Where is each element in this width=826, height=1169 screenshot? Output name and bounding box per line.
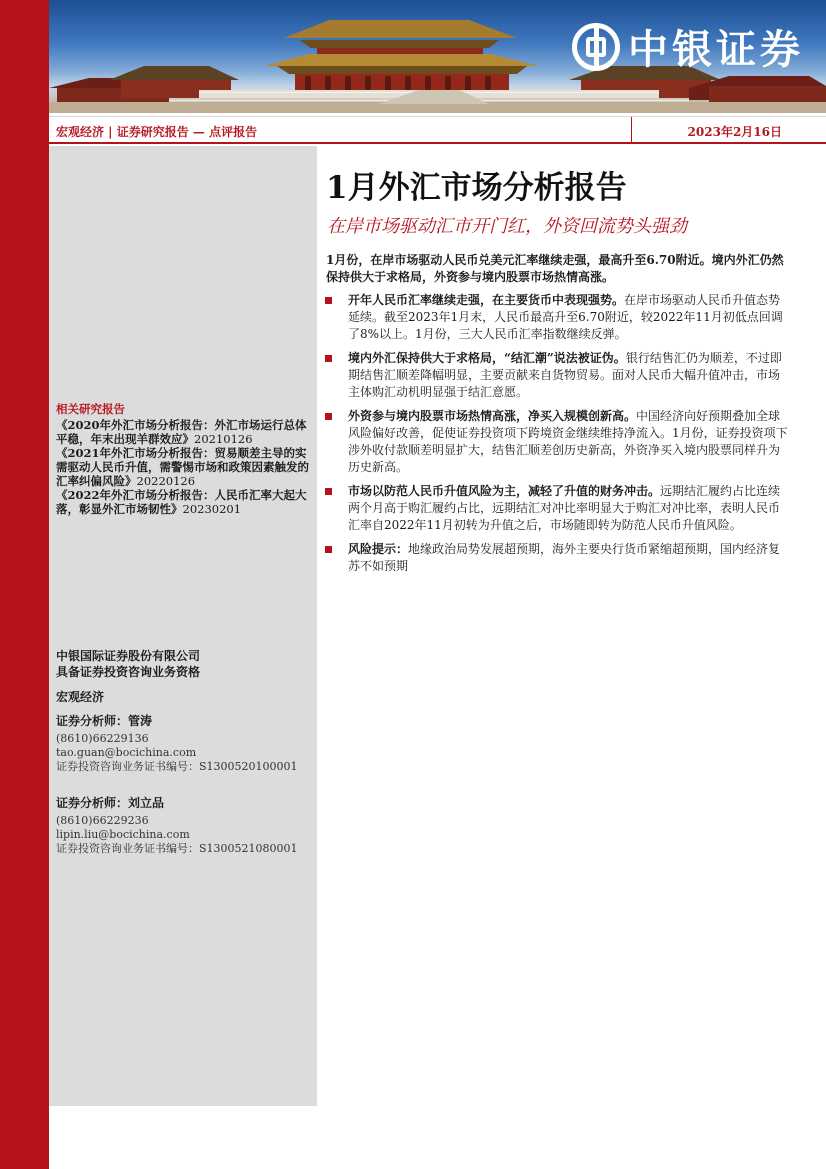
risk-warning-text: 地缘政治局势发展超预期，海外主要央行货币紧缩超预期，国内经济复苏不如预期 xyxy=(348,542,781,573)
bullet-square-icon xyxy=(325,297,332,304)
related-reports xyxy=(56,402,310,516)
report-title: 1月外汇市场分析报告 xyxy=(326,170,627,206)
related-report-date: 20210126 xyxy=(194,432,253,446)
related-report-title: 《2022年外汇市场分析报告：人民币汇率大起大落，彰显外汇市场韧性》 xyxy=(56,488,307,516)
company-info xyxy=(56,648,200,680)
analyst-phone: (8610)66229136 xyxy=(56,732,149,745)
meta-divider xyxy=(631,117,632,143)
analyst-card xyxy=(56,796,316,856)
key-point-text: 远期结汇履约占比连续两个月高于购汇履约占比，远期结汇对冲比率明显大于购汇对冲比率，表明人民币汇率自2022年11月初转为升值之后，市场随即转为防范人民币升值风险。 xyxy=(348,484,781,532)
related-report-item[interactable] xyxy=(56,446,310,488)
key-point xyxy=(322,350,788,401)
sidebar xyxy=(49,146,317,1106)
key-point-text: 银行结售汇仍为顺差，不过即期结售汇顺差降幅明显，主要贡献来自货物贸易。面对人民币大幅升值冲击，市场主体购汇动机明显强于结汇意愿。 xyxy=(348,351,782,399)
analyst-card xyxy=(56,714,316,774)
boc-securities-logo xyxy=(572,18,804,75)
key-point-text: 在岸市场驱动人民币升值态势延续。截至2023年1月末，人民币最高升至6.70附近，较2022年11月初低点回调了8%以上。1月份，三大人民币汇率指数继续反弹。 xyxy=(348,293,783,341)
section-tag: 宏观经济 xyxy=(56,690,105,704)
risk-warning-heading: 风险提示： xyxy=(348,542,409,556)
report-lead: 1月份，在岸市场驱动人民币兑美元汇率继续走强，最高升至6.70附近。境内外汇仍然保持供大于求格局，外资参与境内股票市场热情高涨。 xyxy=(326,253,784,284)
related-report-title: 《2020年外汇市场分析报告：外汇市场运行总体平稳，年末出现羊群效应》 xyxy=(56,418,307,446)
key-point xyxy=(322,408,788,476)
related-report-date: 20230201 xyxy=(182,502,242,516)
key-point-heading: 境内外汇保持供大于求格局，“结汇潮”说法被证伪。 xyxy=(348,351,626,365)
related-report-item[interactable] xyxy=(56,418,310,446)
report-subtitle: 在岸市场驱动汇市开门红，外资回流势头强劲 xyxy=(327,216,687,237)
related-reports-heading: 相关研究报告 xyxy=(56,402,125,416)
brand-name: 中银证券 xyxy=(628,27,804,73)
key-point xyxy=(322,292,788,343)
bullet-square-icon xyxy=(325,488,332,495)
bullet-square-icon xyxy=(325,355,332,362)
company-qualification: 具备证券投资咨询业务资格 xyxy=(56,665,201,679)
analyst-name: 证券分析师：管涛 xyxy=(56,714,153,728)
boc-logo-icon xyxy=(572,23,620,71)
left-accent-bar xyxy=(0,0,49,1169)
analyst-email[interactable]: tao.guan@bocichina.com xyxy=(56,746,197,759)
report-date: 2023年2月16日 xyxy=(687,125,782,139)
key-point-heading: 开年人民币汇率继续走强，在主要货币中表现强势。 xyxy=(348,293,625,307)
key-point xyxy=(322,483,788,534)
bullet-square-icon xyxy=(325,413,332,420)
key-point-heading: 外资参与境内股票市场热情高涨，净买入规模创新高。 xyxy=(348,409,637,423)
header-banner xyxy=(49,0,826,113)
related-report-item[interactable] xyxy=(56,488,310,516)
related-report-title: 《2021年外汇市场分析报告：贸易顺差主导的实需驱动人民币升值，需警惕市场和政策因素触发的汇率纠偏风险》 xyxy=(56,446,309,488)
analyst-certificate: 证券投资咨询业务证书编号：S1300521080001 xyxy=(56,842,298,855)
company-name: 中银国际证券股份有限公司 xyxy=(56,649,201,663)
key-point-text: 中国经济向好预期叠加全球风险偏好改善，促使证券投资项下跨境资金继续维持净流入。1月份，证券投资项下涉外收付款顺差明显扩大，结售汇顺差创历史新高，外资净买入境内股票同样升为历史新高。 xyxy=(348,409,788,474)
report-category: 宏观经济 | 证券研究报告 — 点评报告 xyxy=(56,125,258,139)
analyst-name: 证券分析师：刘立品 xyxy=(56,796,165,810)
bullet-square-icon xyxy=(325,546,332,553)
analyst-certificate: 证券投资咨询业务证书编号：S1300520100001 xyxy=(56,760,298,773)
key-points-list xyxy=(322,292,788,582)
related-report-date: 20220126 xyxy=(136,474,196,488)
report-meta-bar xyxy=(49,116,826,144)
key-point xyxy=(322,541,788,575)
analyst-email[interactable]: lipin.liu@bocichina.com xyxy=(56,828,190,841)
analyst-phone: (8610)66229236 xyxy=(56,814,149,827)
key-point-heading: 市场以防范人民币升值风险为主，减轻了升值的财务冲击。 xyxy=(348,484,661,498)
